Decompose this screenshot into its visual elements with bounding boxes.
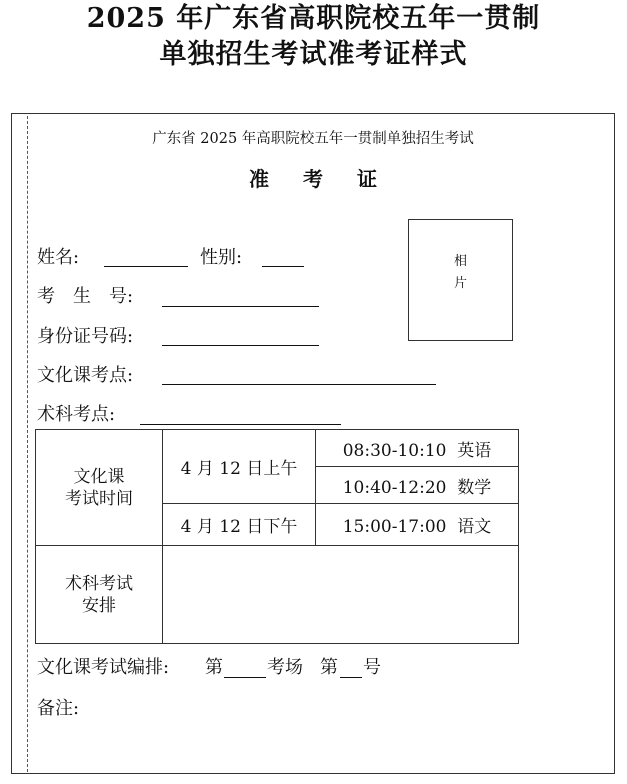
culture-site-label: 文化课考点: <box>37 365 134 386</box>
remarks-label: 备注: <box>37 698 80 719</box>
culture-time-header <box>36 430 163 546</box>
exam-room-field[interactable] <box>224 677 266 678</box>
afternoon-date: 4 月 12 日下午 <box>163 504 316 546</box>
cut-line <box>27 116 28 772</box>
table-row <box>36 430 519 467</box>
seat-suffix: 号 <box>363 657 381 678</box>
session-time: 15:00-17:00 <box>342 517 447 537</box>
culture-label-1: 文化课 <box>73 466 125 487</box>
arrangement-label: 文化课考试编排: <box>37 657 170 678</box>
session-subject: 英语 <box>457 440 492 461</box>
skill-arrangement-value[interactable] <box>163 546 519 644</box>
skill-label-1: 术科考试 <box>65 573 133 594</box>
table-row <box>36 546 519 644</box>
card-header: 广东省 2025 年高职院校五年一贯制单独招生考试 <box>152 131 474 147</box>
session-time: 08:30-10:10 <box>342 440 447 461</box>
photo-label-1: 相 <box>453 254 467 269</box>
culture-site-field[interactable] <box>162 384 436 385</box>
name-field[interactable] <box>104 266 188 267</box>
name-label: 姓名: <box>37 247 80 268</box>
photo-label-2: 片 <box>453 276 467 291</box>
id-number-label: 身份证号码: <box>37 326 134 347</box>
session-cell <box>316 504 519 546</box>
gender-field[interactable] <box>262 266 304 267</box>
page-title-line1: 2025 年广东省高职院校五年一贯制 <box>86 3 541 34</box>
session-cell <box>316 467 519 504</box>
exam-number-label: 考 生 号: <box>37 286 134 307</box>
id-number-field[interactable] <box>162 345 319 346</box>
room-suffix: 考场 <box>267 657 303 678</box>
session-cell <box>316 430 519 467</box>
exam-number-field[interactable] <box>162 306 319 307</box>
morning-date: 4 月 12 日上午 <box>163 430 316 504</box>
exam-schedule-table <box>35 429 519 644</box>
session-time: 10:40-12:20 <box>342 477 447 498</box>
culture-label-2: 考试时间 <box>65 488 133 509</box>
card-title: 准考证 <box>249 167 411 191</box>
session-subject: 语文 <box>457 517 492 537</box>
room-prefix: 第 <box>205 657 223 678</box>
seat-prefix: 第 <box>320 657 338 678</box>
page-title-line2: 单独招生考试准考证样式 <box>159 39 468 70</box>
photo-box <box>408 219 513 341</box>
skill-site-label: 术科考点: <box>37 404 116 425</box>
session-subject: 数学 <box>457 477 492 498</box>
gender-label: 性别: <box>200 247 243 268</box>
skill-arrangement-header <box>36 546 163 644</box>
skill-label-2: 安排 <box>82 595 116 616</box>
seat-number-field[interactable] <box>340 677 362 678</box>
skill-site-field[interactable] <box>140 424 341 425</box>
